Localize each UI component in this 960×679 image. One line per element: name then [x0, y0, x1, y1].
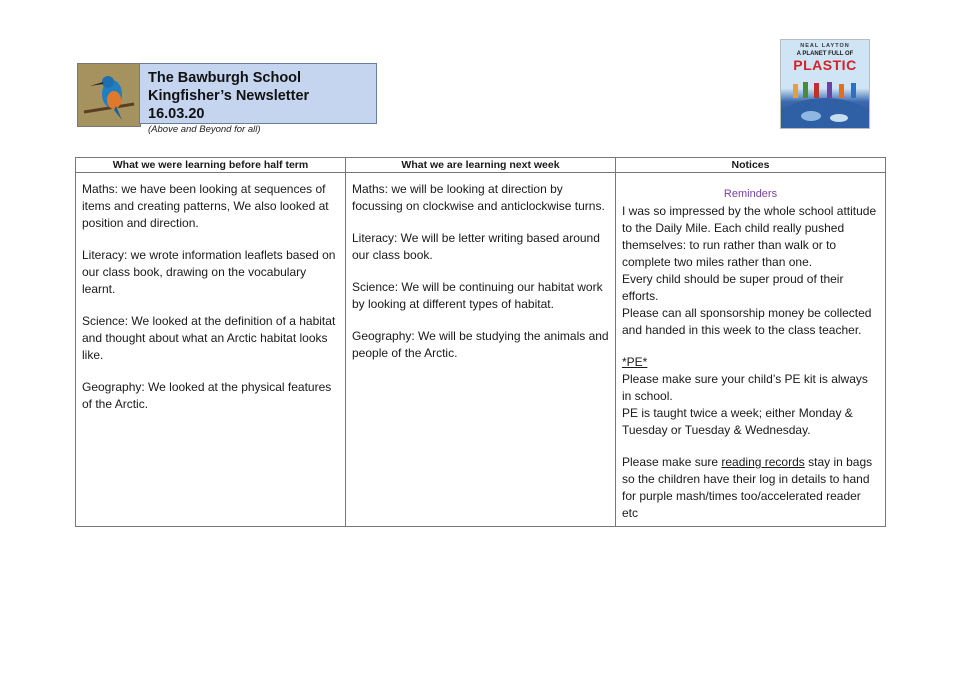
book-title-line2: PLASTIC: [793, 57, 857, 73]
header-next-week: What we are learning next week: [346, 158, 616, 173]
before-maths: Maths: we have been looking at sequences of items and creating patterns, We also looked at position and direction.: [82, 182, 329, 230]
kingfisher-photo: [77, 63, 141, 127]
next-science: Science: We will be continuing our habitat work by looking at different types of habitat.: [352, 280, 603, 311]
newsletter-header: [139, 63, 377, 135]
reading-records-text: reading records: [721, 455, 805, 469]
kingfisher-bird-icon: [78, 64, 140, 126]
sponsorship-notice: Please can all sponsorship money be collected and handed in this week to the class teacher.: [622, 306, 872, 337]
spacer: [622, 439, 879, 454]
next-maths: Maths: we will be looking at direction by focussing on clockwise and anticlockwise turns.: [352, 182, 605, 213]
notices-cell: [616, 173, 886, 527]
table-header-row: [76, 158, 886, 173]
pe-days-notice: PE is taught twice a week; either Monday & Tuesday or Tuesday & Wednesday.: [622, 406, 853, 437]
next-literacy: Literacy: We will be letter writing based around our class book.: [352, 231, 600, 262]
pe-heading: *PE*: [622, 355, 648, 369]
learning-table: [75, 157, 886, 527]
before-geography: Geography: We looked at the physical features of the Arctic.: [82, 380, 332, 411]
book-cover-image: [780, 39, 870, 129]
reminders-heading: Reminders: [723, 188, 778, 200]
book-title-line1: A PLANET FULL OF: [796, 51, 854, 57]
tagline: (Above and Beyond for all): [148, 124, 261, 135]
table-row: [76, 173, 886, 527]
header-notices: Notices: [616, 158, 886, 173]
before-literacy: Literacy: we wrote information leaflets based on our class book, drawing on the vocabulary learnt.: [82, 248, 336, 296]
next-week-cell: [346, 173, 616, 527]
school-name: The Bawburgh School: [148, 70, 302, 86]
next-geography: Geography: We will be studying the animals and people of the Arctic.: [352, 329, 609, 360]
newsletter-title: Kingfisher’s Newsletter 16.03.20: [148, 88, 310, 122]
pe-kit-notice: Please make sure your child’s PE kit is always in school.: [622, 372, 868, 403]
header-before-half-term: What we were learning before half term: [76, 158, 346, 173]
reading-records-notice: [622, 454, 879, 522]
book-author: NEAL LAYTON: [800, 43, 850, 49]
before-half-term-cell: [76, 173, 346, 527]
before-science: Science: We looked at the definition of a habitat and thought about what an Arctic habitat looks like.: [82, 314, 336, 362]
spacer: [622, 339, 879, 354]
reading-pre-text: Please make sure: [622, 455, 722, 469]
proud-notice: Every child should be super proud of their efforts.: [622, 272, 844, 303]
daily-mile-notice: I was so impressed by the whole school attitude to the Daily Mile. Each child really pushed themselves: to run rather than walk or to complete two miles rather than one.: [622, 204, 877, 269]
reading-post-text: stay in bags so the children have their log in details to hand for purple mash/times too/accelerated reader etc: [622, 455, 873, 520]
